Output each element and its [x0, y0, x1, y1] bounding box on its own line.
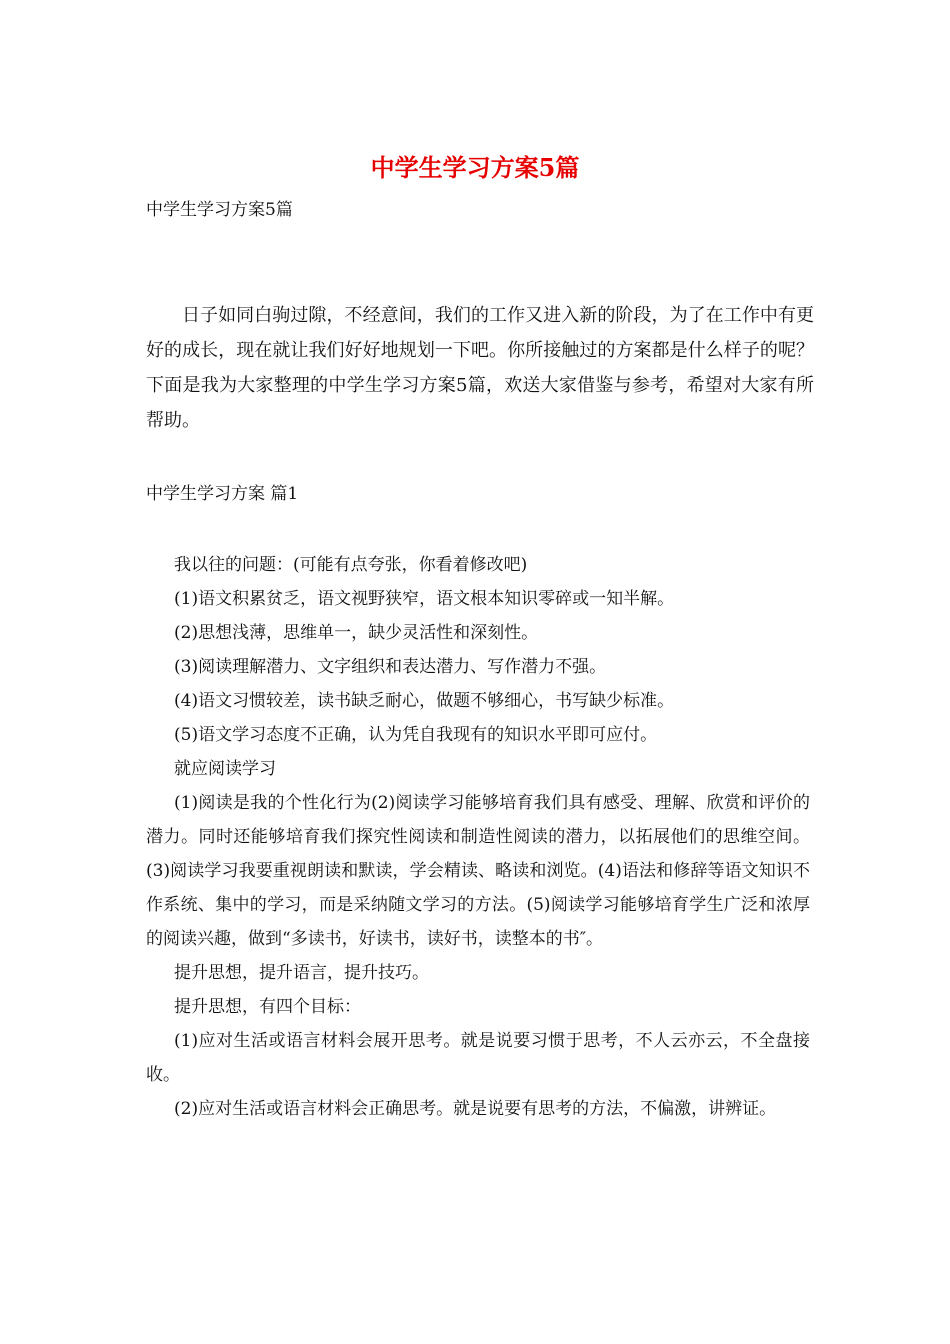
body-paragraph: 就应阅读学习 [174, 759, 276, 779]
body-paragraph: (1)应对生活或语言材料会展开思考。就是说要习惯于思考，不人云亦云，不全盘接收。 [146, 1031, 810, 1085]
body-paragraph: (2)思想浅薄，思维单一，缺少灵活性和深刻性。 [174, 623, 539, 643]
section-body [146, 548, 810, 1126]
section-heading-1: 中学生学习方案 篇1 [146, 484, 299, 504]
body-paragraph: (3)阅读理解潜力、文字组织和表达潜力、写作潜力不强。 [174, 657, 607, 677]
body-paragraph: 提升思想，有四个目标： [174, 997, 361, 1017]
document-subtitle: 中学生学习方案5篇 [146, 200, 293, 220]
document-title: 中学生学习方案5篇 [370, 153, 580, 182]
body-paragraph: (2)应对生活或语言材料会正确思考。就是说要有思考的方法，不偏激，讲辨证。 [174, 1099, 777, 1119]
body-paragraph: (5)语文学习态度不正确，认为凭自我现有的知识水平即可应付。 [174, 725, 658, 745]
body-paragraph: 提升思想，提升语言，提升技巧。 [174, 963, 429, 983]
body-paragraph: (4)语文习惯较差，读书缺乏耐心，做题不够细心，书写缺少标准。 [174, 691, 675, 711]
body-paragraph: (1)阅读是我的个性化行为(2)阅读学习能够培育我们具有感受、理解、欣赏和评价的潜力。同时还能够培育我们探究性阅读和制造性阅读的潜力，以拓展他们的思维空间。(3)阅读学习我要重视朗读和默读，学会精读、略读和浏览。(4)语法和修辞等语文知识不作系统、集中的学习，而是采纳随文学习的方法。(5)阅读学习能够培育学生广泛和浓厚的阅读兴趣，做到“多读书，好读书，读好书，读整本的书″。 [146, 793, 810, 949]
body-paragraph: (1)语文积累贫乏，语文视野狭窄，语文根本知识零碎或一知半解。 [174, 589, 675, 609]
body-paragraph: 我以往的问题：(可能有点夸张，你看着修改吧) [174, 555, 528, 575]
intro-paragraph: 日子如同白驹过隙，不经意间，我们的工作又进入新的阶段，为了在工作中有更好的成长，现在就让我们好好地规划一下吧。你所接触过的方案都是什么样子的呢？下面是我为大家整理的中学生学习方案5篇，欢送大家借鉴与参考，希望对大家有所帮助。 [146, 305, 814, 431]
